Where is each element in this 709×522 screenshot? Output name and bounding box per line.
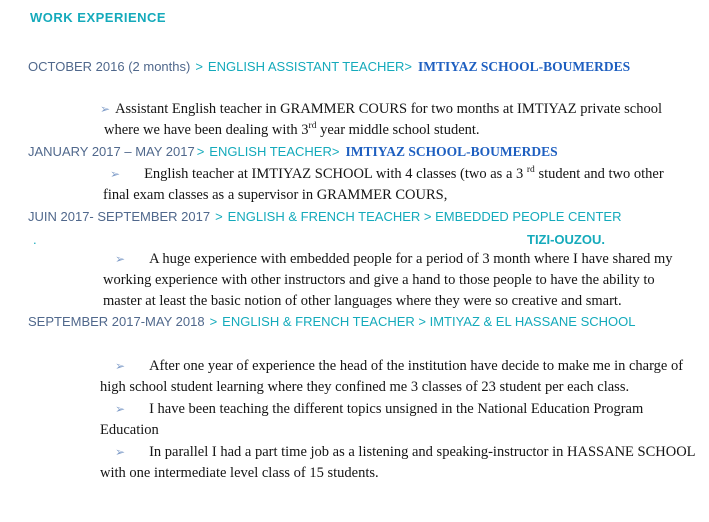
experience-heading [28, 58, 709, 75]
experience-bullet [100, 249, 709, 312]
chevron-separator: > [215, 209, 223, 224]
bullet-line [115, 356, 709, 377]
bullet-text: I have been teaching the different topics unsigned in the National Education Program [149, 401, 644, 417]
section-title: WORK EXPERIENCE [30, 10, 167, 25]
bullet-line [110, 164, 709, 185]
experience-bullet [100, 442, 709, 484]
bullet-arrow-icon: ➢ [115, 359, 126, 373]
chevron-separator: > [195, 59, 203, 74]
bullet-arrow-icon: ➢ [100, 102, 111, 116]
experience-heading [28, 143, 709, 160]
bullet-arrow-icon: ➢ [110, 167, 121, 181]
bullet-text: student and two other [534, 166, 664, 182]
bullet-arrow-icon: ➢ [115, 445, 126, 459]
experience-role: ENGLISH TEACHER> [209, 144, 340, 159]
experience-school: IMTIYAZ SCHOOL-BOUMERDES [418, 59, 631, 74]
superscript-ordinal: rd [308, 121, 317, 132]
experience-role: ENGLISH & FRENCH TEACHER > EMBEDDED PEOPLE CENTER [227, 209, 622, 224]
bullet-line [100, 99, 709, 120]
bullet-line: Education [100, 422, 159, 438]
bullet-arrow-icon: ➢ [115, 402, 126, 416]
bullet-text: Assistant English teacher in GRAMMER COURS for two months at IMTIYAZ private school [115, 101, 662, 117]
bullet-text: A huge experience with embedded people for a period of 3 month where I have shared my [149, 251, 673, 267]
experience-heading [28, 208, 709, 225]
stray-period: . [33, 232, 37, 247]
experience-bullet [100, 399, 709, 441]
bullet-line [115, 399, 709, 420]
bullet-line: with one intermediate level class of 15 students. [100, 465, 379, 481]
experience-role: ENGLISH & FRENCH TEACHER > IMTIYAZ & EL HASSANE SCHOOL [222, 314, 636, 329]
experience-bullet [100, 356, 709, 398]
bullet-line: working experience with other instructors and give a hand to those people to have the ability to [103, 272, 655, 288]
bullet-line: high school student learning where they confined me 3 classes of 23 student per each class. [100, 379, 630, 395]
superscript-ordinal: rd [526, 165, 535, 176]
experience-date: JUIN 2017- SEPTEMBER 2017 [28, 209, 211, 224]
bullet-text: In parallel I had a part time job as a listening and speaking-instructor in HASSANE SCHOOL [149, 444, 696, 460]
experience-date: JANUARY 2017 – MAY 2017 [28, 144, 195, 159]
bullet-line [115, 249, 709, 270]
experience-date: SEPTEMBER 2017-MAY 2018 [28, 314, 205, 329]
experience-date: OCTOBER 2016 (2 months) [28, 59, 191, 74]
experience-bullet [100, 99, 709, 141]
chevron-separator: > [196, 144, 205, 159]
bullet-line [115, 442, 709, 463]
bullet-line: master at least the basic notion of other languages where they were so creative and smart. [103, 293, 622, 309]
bullet-text: year middle school student. [316, 122, 480, 138]
bullet-text: where we have been dealing with 3 [104, 122, 309, 138]
experience-heading-line2 [33, 231, 605, 248]
experience-location: TIZI-OUZOU. [527, 232, 605, 247]
bullet-arrow-icon: ➢ [115, 252, 126, 266]
experience-heading [28, 313, 709, 330]
chevron-separator: > [209, 314, 218, 329]
experience-role: ENGLISH ASSISTANT TEACHER> [207, 59, 413, 74]
bullet-text: After one year of experience the head of the institution have decide to make me in charge of [149, 358, 684, 374]
experience-bullet [100, 164, 709, 206]
experience-school: IMTIYAZ SCHOOL-BOUMERDES [345, 144, 558, 159]
bullet-text: English teacher at IMTIYAZ SCHOOL with 4 classes (two as a 3 [144, 166, 527, 182]
bullet-line [104, 120, 709, 141]
bullet-line: final exam classes as a supervisor in GRAMMER COURS, [103, 187, 448, 203]
